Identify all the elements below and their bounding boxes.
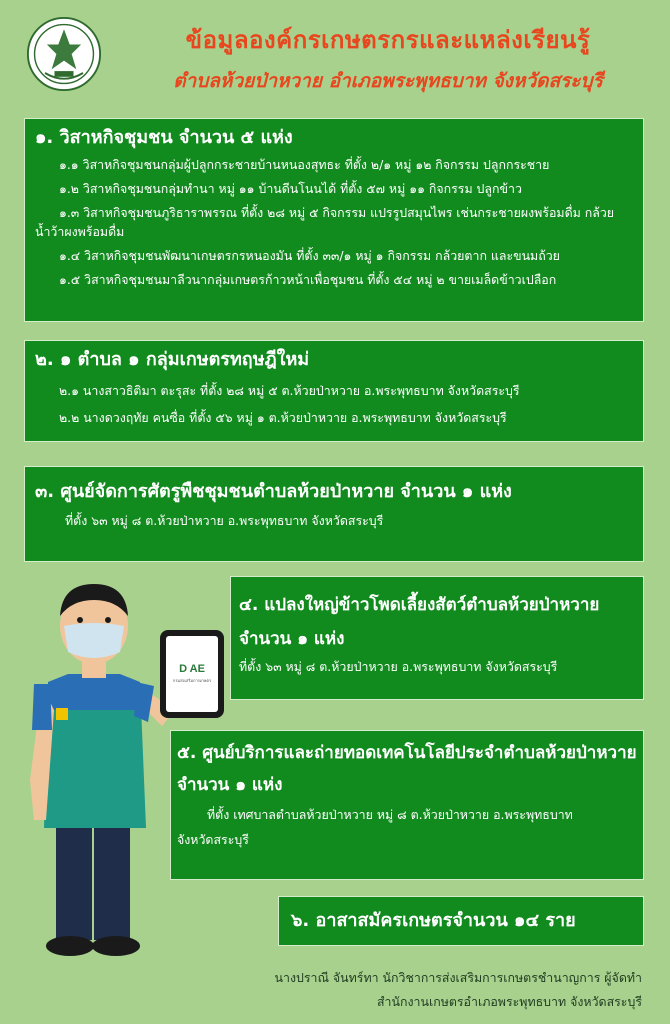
- location-text: จังหวัดสระบุรี: [177, 832, 249, 847]
- page-subtitle: ตำบลห้วยป่าหวาย อำเภอพระพุทธบาท จังหวัดสระบุรี: [173, 70, 603, 92]
- tablet-logo-subtitle: กรมส่งเสริมการเกษตร: [172, 678, 212, 683]
- section-corn-plot: [230, 576, 644, 700]
- footer-credits: [275, 966, 642, 1014]
- section-title: ๖. อาสาสมัครเกษตรจำนวน ๑๔ ราย: [291, 910, 576, 931]
- section-title: ๑. วิสาหกิจชุมชน จำนวน ๕ แห่ง: [35, 127, 293, 148]
- section-pest-management-center: [24, 466, 644, 562]
- pants-left: [56, 820, 92, 940]
- section-community-enterprises: [24, 118, 644, 322]
- list-item: ๑.๕ วิสาหกิจชุมชนมาลีวนากลุ่มเกษตรก้าวหน้าเพื่อชุมชน ที่ตั้ง ๕๔ หมู่ ๒ ขายเมล็ดข้าวเปลือก: [59, 272, 557, 287]
- location-text: ที่ตั้ง ๖๓ หมู่ ๘ ต.ห้วยป่าหวาย อ.พระพุทธบาท จังหวัดสระบุรี: [239, 659, 558, 674]
- section-title: ๒. ๑ ตำบล ๑ กลุ่มเกษตรทฤษฎีใหม่: [35, 349, 310, 370]
- list-item: ๒.๑ นางสาวธิติมา ตะรุสะ ที่ตั้ง ๒๘ หมู่ ๕ ต.ห้วยป่าหวาย อ.พระพุทธบาท จังหวัดสระบุรี: [59, 383, 520, 398]
- face-mask: [64, 623, 124, 658]
- section-title: ๓. ศูนย์จัดการศัตรูพืชชุมชนตำบลห้วยป่าหวาย จำนวน ๑ แห่ง: [35, 481, 512, 502]
- location-text: ที่ตั้ง ๖๓ หมู่ ๘ ต.ห้วยป่าหวาย อ.พระพุทธบาท จังหวัดสระบุรี: [65, 513, 384, 528]
- location-text: ที่ตั้ง เทศบาลตำบลห้วยป่าหวาย หมู่ ๘ ต.ห้วยป่าหวาย อ.พระพุทธบาท: [207, 807, 573, 822]
- list-item: ๑.๔ วิสาหกิจชุมชนพัฒนาเกษตรกรหนองมัน ที่ตั้ง ๓๓/๑ หมู่ ๑ กิจกรรม กล้วยตาก และขนมถ้วย: [59, 248, 560, 263]
- shoe-left: [46, 936, 94, 956]
- section-title: ๕. ศูนย์บริการและถ่ายทอดเทคโนโลยีประจำตำบลห้วยป่าหวาย: [177, 743, 637, 763]
- list-item: ๑.๒ วิสาหกิจชุมชนกลุ่มทำนา หมู่ ๑๑ บ้านดีนโนนได้ ที่ตั้ง ๕๗ หมู่ ๑๑ กิจกรรม ปลูกข้าว: [59, 181, 522, 196]
- section-title-count: จำนวน ๑ แห่ง: [239, 629, 345, 649]
- author-line: นางปราณี จันทร์ทา นักวิชาการส่งเสริมการเกษตรชำนาญการ ผู้จัดทำ: [274, 970, 642, 985]
- department-seal-logo: [26, 16, 102, 92]
- tablet-logo-text: D AE: [179, 663, 205, 675]
- sleeve-left: [32, 684, 52, 730]
- list-item: ๑.๓ วิสาหกิจชุมชนภูริธาราพรรณ ที่ตั้ง ๒๘ หมู่ ๕ กิจกรรม แปรรูปสมุนไพร เช่นกระชายผงพร้อมดื่ม กล้วยน้ำว้าผงพร้อมดื่ม: [35, 205, 615, 239]
- tablet-illustration: [158, 628, 226, 720]
- section-title: ๔. แปลงใหญ่ข้าวโพดเลี้ยงสัตว์ตำบลห้วยป่าหวาย: [239, 595, 600, 615]
- pants-right: [94, 820, 130, 940]
- shirt-collar-band: [48, 674, 140, 710]
- officer-illustration: [20, 570, 170, 970]
- section-technology-center: [170, 730, 644, 880]
- shoe-right: [92, 936, 140, 956]
- section-title-count: จำนวน ๑ แห่ง: [177, 775, 283, 795]
- section-agricultural-volunteers: [278, 896, 644, 946]
- sleeve-right: [134, 682, 154, 722]
- eye-right: [105, 617, 111, 623]
- page-title: ข้อมูลองค์กรเกษตรกรและแหล่งเรียนรู้: [185, 26, 591, 54]
- eye-left: [77, 617, 83, 623]
- list-item: ๒.๒ นางดวงฤทัย คนซื่อ ที่ตั้ง ๕๖ หมู่ ๑ ต.ห้วยป่าหวาย อ.พระพุทธบาท จังหวัดสระบุรี: [59, 410, 507, 425]
- section-new-theory-farmers: [24, 340, 644, 442]
- shirt-badge: [56, 708, 68, 720]
- list-item: ๑.๑ วิสาหกิจชุมชนกลุ่มผู้ปลูกกระชายบ้านหนองสุทธะ ที่ตั้ง ๒/๑ หมู่ ๑๒ กิจกรรม ปลูกกระชาย: [59, 157, 550, 172]
- office-line: สำนักงานเกษตรอำเภอพระพุทธบาท จังหวัดสระบุรี: [376, 994, 642, 1009]
